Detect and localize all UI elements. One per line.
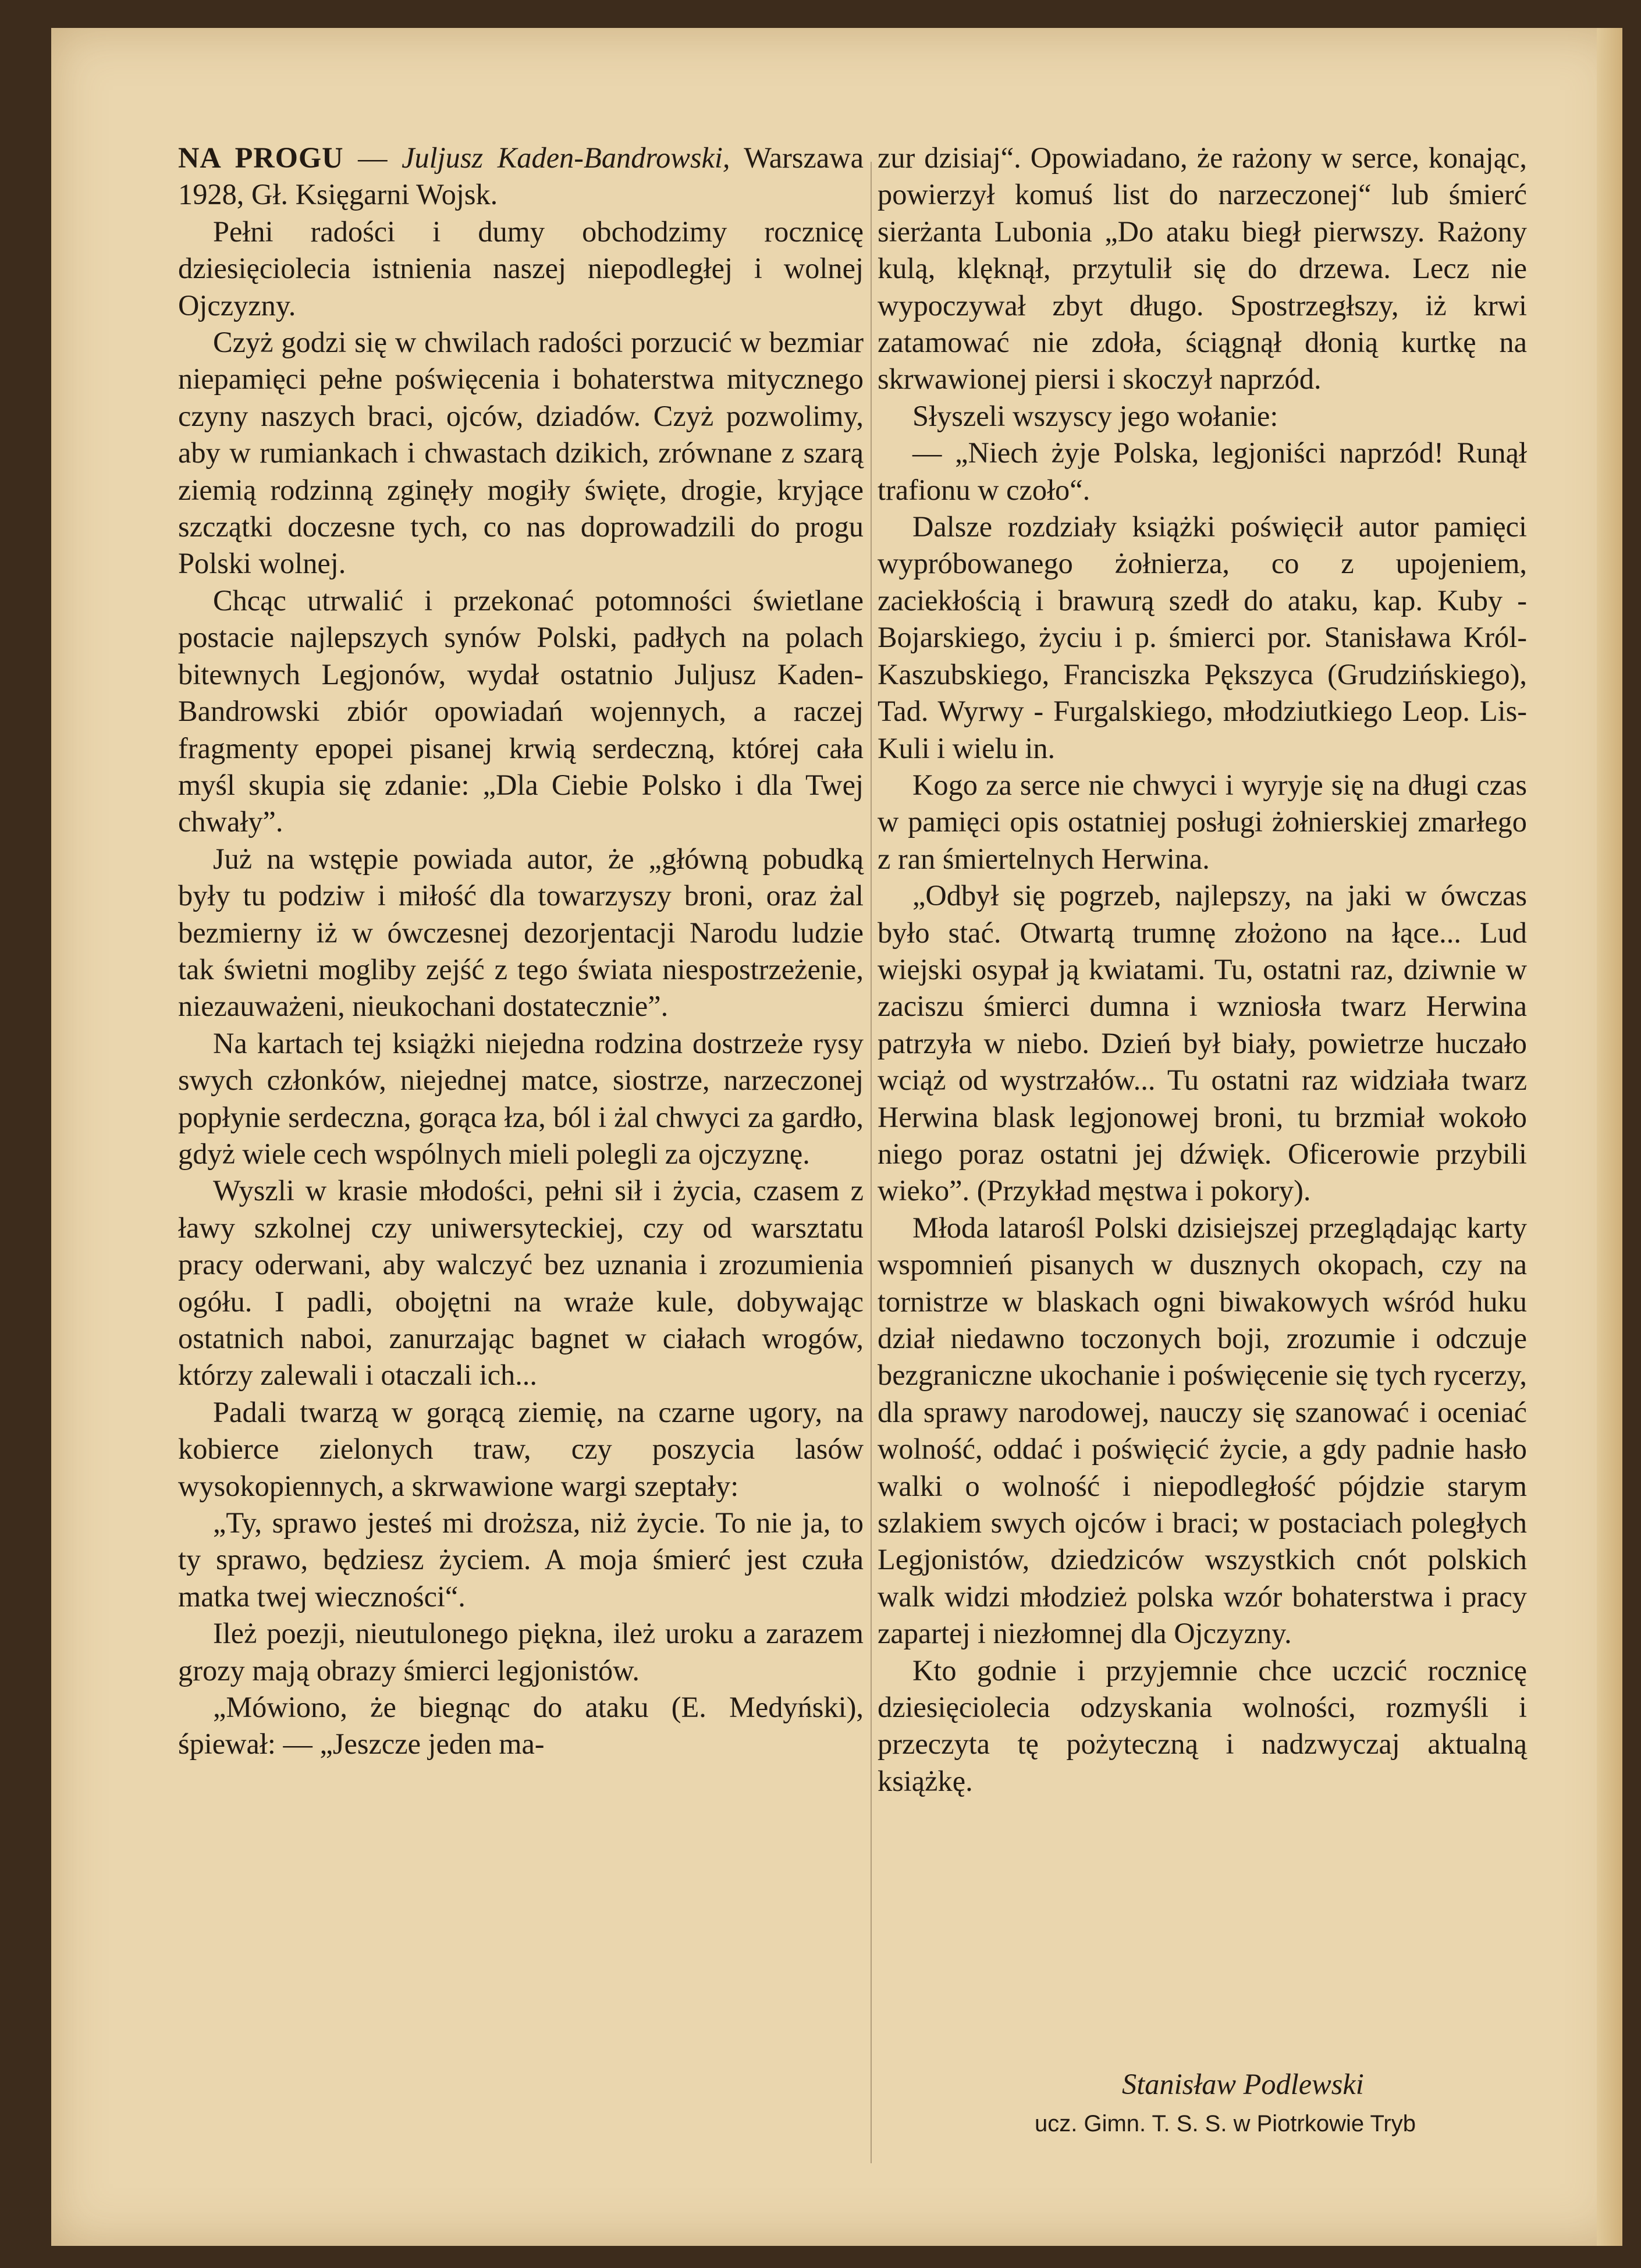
paragraph: zur dzisiaj“. Opowiadano, że rażony w serce, konając, powierzył komuś list do narzeczonej“ lub śmierć sierżanta Lubonia „Do ataku biegł pierwszy. Rażony kulą, klęknął, przytulił się do drzewa. Lecz nie wypoczywał zbyt długo. Spostrzegłszy, iż krwi zatamować nie zdoła, ściągnął dłonią kurtkę na skrwawionej piersi i skoczył naprzód.	[878, 141, 1527, 396]
paragraph: „Mówiono, że biegnąc do ataku (E. Medyński), śpiewał: — „Jeszcze jeden ma-	[178, 1691, 864, 1761]
paragraph: Kto godnie i przyjemnie chce uczcić rocznicę dziesięciolecia odzyskania wolności, rozmyśli i przeczyta tę pożyteczną i nadzwyczaj aktualną książkę.	[878, 1654, 1527, 1797]
paragraph: Chcąc utrwalić i przekonać potomności świetlane postacie najlepszych synów Polski, padłych na polach bitewnych Legjonów, wydał ostatnio Juljusz Kaden-Bandrowski zbiór opowiadań wojennych, a raczej fragmenty epopei pisanej krwią serdeczną, której cała myśl skupia się zdanie: „Dla Ciebie Polsko i dla Twej chwały”.	[178, 584, 864, 838]
paragraph: Wyszli w krasie młodości, pełni sił i życia, czasem z ławy szkolnej czy uniwersyteckiej, czy od warsztatu pracy oderwani, aby walczyć bez uznania i zrozumienia ogółu. I padli, obojętni na wraże kule, dobywając ostatnich naboi, zanurzając bagnet w ciałach wrogów, którzy zalewali i otaczali ich...	[178, 1174, 864, 1392]
right-column	[878, 140, 1527, 1800]
heading-dash: —	[343, 141, 402, 174]
author-affiliation: ucz. Gimn. T. S. S. w Piotrkowie Tryb	[1035, 2111, 1416, 2137]
paragraph: Już na wstępie powiada autor, że „główną pobudką były tu podziw i miłość dla towarzyszy broni, oraz żal bezmierny iż w ówczesnej dezorjentacji Narodu ludzie tak świetni mogliby zejść z tego świata niespostrzeżenie, niezauważeni, nieukochani dostatecznie”.	[178, 842, 864, 1023]
paragraph: Padali twarzą w gorącą ziemię, na czarne ugory, na kobierce zielonych traw, czy poszycia lasów wysokopiennych, a skrwawione wargi szeptały:	[178, 1395, 864, 1502]
left-column	[178, 140, 864, 1763]
paragraph: Pełni radości i dumy obchodzimy rocznicę dziesięciolecia istnienia naszej niepodległej i wolnej Ojczyzny.	[178, 215, 864, 322]
paragraph: Ileż poezji, nieutulonego piękna, ileż uroku a zarazem grozy mają obrazy śmierci legjonistów.	[178, 1617, 864, 1687]
paragraph: Czyż godzi się w chwilach radości porzucić w bezmiar niepamięci pełne poświęcenia i bohaterstwa mitycznego czyny naszych braci, ojców, dziadów. Czyż pozwolimy, aby w rumiankach i chwastach dzikich, zrównane z szarą ziemią rodzinną zginęły mogiły święte, drogie, kryjące szczątki doczesne tych, co nas doprowadzili do progu Polski wolnej.	[178, 326, 864, 580]
quote-paragraph: „Odbył się pogrzeb, najlepszy, na jaki w ówczas było stać. Otwartą trumnę złożono na łące... Lud wiejski osypał ją kwiatami. Tu, ostatni raz, dziwnie w zaciszu śmierci dumna i wzniosła twarz Herwina patrzyła w niebo. Dzień był biały, powietrze huczało wciąż od wystrzałów... Tu ostatni raz widziała twarz Herwina blask legjonowej broni, tu brzmiał wokoło niego poraz ostatni jej dźwięk. Oficerowie przybili wieko”. (Przykład męstwa i pokory).	[878, 879, 1527, 1207]
review-heading	[178, 140, 864, 214]
quote-paragraph: — „Niech żyje Polska, legjoniści naprzód! Runął trafionu w czoło“.	[878, 436, 1527, 506]
author-signature: Stanisław Podlewski	[1122, 2068, 1364, 2100]
page-sheet	[51, 28, 1622, 2246]
page-edge	[1597, 28, 1622, 2246]
review-author: Juljusz Kaden-Bandrowski,	[402, 141, 730, 174]
quote-paragraph: „Ty, sprawo jesteś mi droższa, niż życie. To nie ja, to ty sprawo, będziesz życiem. A moja śmierć jest czuła matka twej wieczności“.	[178, 1506, 864, 1613]
paragraph: Młoda latarośl Polski dzisiejszej przeglądając karty wspomnień pisanych w dusznych okopach, czy na tornistrze w blaskach ogni biwakowych wśród huku dział niedawno toczonych boji, zrozumie i odczuje bezgraniczne ukochanie i poświęcenie się tych rycerzy, dla sprawy narodowej, nauczy się szanować i oceniać wolność, oddać i poświęcić życie, a gdy padnie hasło walki o wolność i niepodległość pójdzie starym szlakiem swych ojców i braci; w postaciach poległych Legjonistów, dziedziców wszystkich cnót polskich walk widzi młodzież polska wzór bohaterstwa i pracy zapartej i niezłomnej dla Ojczyzny.	[878, 1211, 1527, 1650]
paragraph: Słyszeli wszyscy jego wołanie:	[912, 399, 1278, 432]
paragraph: Kogo za serce nie chwyci i wyryje się na długi czas w pamięci opis ostatniej posługi żołnierskiej zmarłego z ran śmiertelnych Herwina.	[878, 768, 1527, 875]
paragraph: Dalsze rozdziały książki poświęcił autor pamięci wypróbowanego żołnierza, co z upojeniem, zaciekłością i brawurą szedł do ataku, kap. Kuby - Bojarskiego, życiu i p. śmierci por. Stanisława Król-Kaszubskiego, Franciszka Pększyca (Grudzińskiego), Tad. Wyrwy - Furgalskiego, młodziutkiego Leop. Lis-Kuli i wielu in.	[878, 510, 1527, 765]
column-divider	[871, 162, 872, 2163]
paragraph: Na kartach tej książki niejedna rodzina dostrzeże rysy swych członków, niejednej matce, siostrze, narzeczonej popłynie serdeczna, gorąca łza, ból i żal chwyci za gardło, gdyż wiele cech wspólnych mieli polegli za ojczyznę.	[178, 1026, 864, 1170]
review-title: NA PROGU	[178, 141, 344, 174]
review-publication: Warszawa 1928, Gł. Księgarni Wojsk.	[178, 141, 864, 211]
